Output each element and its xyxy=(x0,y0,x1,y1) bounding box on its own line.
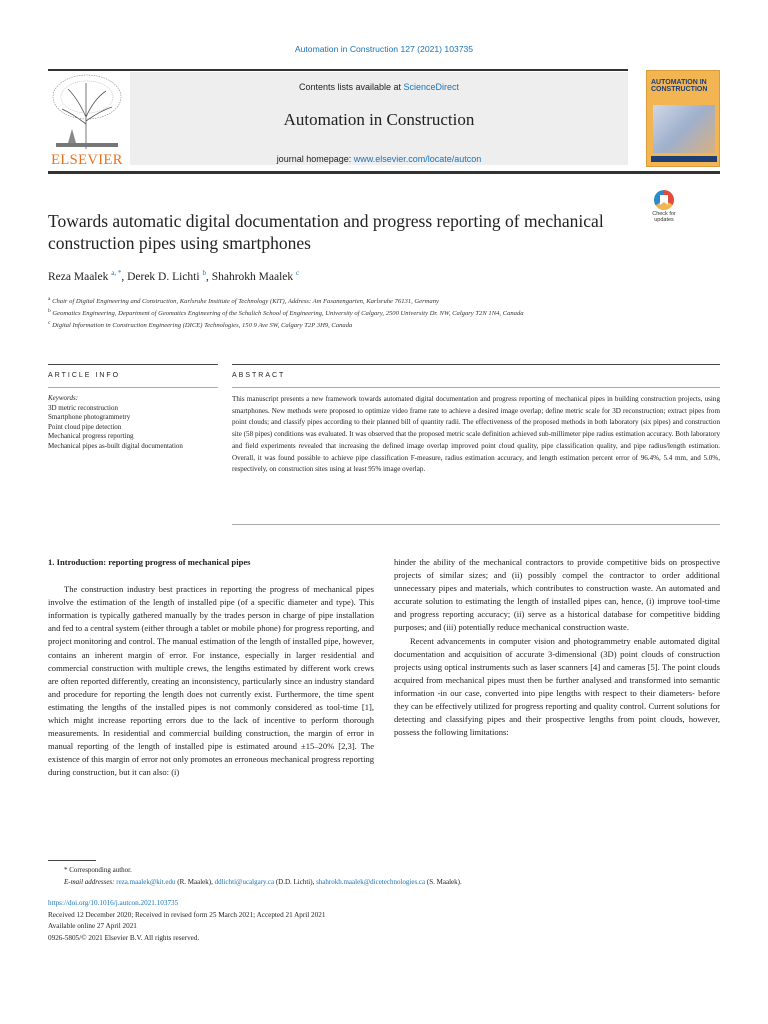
author-name[interactable]: Shahrokh Maalek xyxy=(211,270,294,283)
body-column-right xyxy=(394,556,720,739)
abstract-bottom-rule xyxy=(232,524,720,525)
author-affiliation-marker[interactable]: b xyxy=(202,269,206,277)
corresponding-author-note: * Corresponding author. xyxy=(64,866,132,874)
homepage-line xyxy=(130,154,628,164)
sciencedirect-link[interactable]: ScienceDirect xyxy=(403,82,460,92)
affiliation-item xyxy=(48,319,718,331)
affiliation-text: Geomatics Engineering, Department of Geomatics Engineering of the Schulich School of Engineering, University of Calgary, 2500 University Dr. NW, Calgary T2N 1N4, Canada xyxy=(52,309,524,317)
copyright-line: 0926-5805/© 2021 Elsevier B.V. All rights reserved. xyxy=(48,934,200,943)
author-list xyxy=(48,269,299,283)
email-link[interactable]: reza.maalek@kit.edu xyxy=(116,877,176,886)
affiliation-marker: b xyxy=(48,307,51,314)
masthead-band xyxy=(130,72,628,165)
author-name[interactable]: Derek D. Lichti xyxy=(127,270,200,283)
abstract-heading: ABSTRACT xyxy=(232,372,286,379)
email-link[interactable]: ddlichti@ucalgary.ca xyxy=(214,877,275,886)
email-owner: (S. Maalek). xyxy=(425,877,462,886)
author-affiliation-marker[interactable]: a, * xyxy=(111,269,122,277)
email-owner: (R. Maalek), xyxy=(175,877,215,886)
body-paragraph: hinder the ability of the mechanical contractors to provide competitive bids on prospective projects of similar sizes; and (ii) possibly compel the contractor to order additional unnecessary pipes and materials, which contributes to construction waste. An automated and accurate solution to estimating the length of installed pipes can, hence, (i) improve tool-time and progress reporting accuracy; (ii) serve as a historical database for competitive bidding purposes; and (iii) potentially reduce mechanical construction waste. xyxy=(394,557,720,633)
affiliation-marker: c xyxy=(48,319,51,326)
check-for-updates-button[interactable] xyxy=(646,190,682,230)
journal-citation[interactable]: Automation in Construction 127 (2021) 103735 xyxy=(294,44,474,54)
masthead-bottom-rule xyxy=(48,171,720,174)
crossmark-label: Check for updates xyxy=(652,211,676,223)
email-addresses xyxy=(48,877,720,889)
body-paragraph: Recent advancements in computer vision and photogrammetry enable automated digital documentation and acquisition of accurate 3-dimensional (3D) point clouds of construction projects using optical instruments such as laser scanners [4] and cameras [5]. The point clouds acquired from mechanical pipes must then be further analysed and transformed into semantic information -in our case, converted into pipe lengths with respect to their diameters- before they can be effectively utilized for progress reporting and quality control. Current solutions for detecting and classifying pipes and their prospective lengths from point clouds, however, possess the following limitations: xyxy=(394,635,720,738)
affiliation-marker: a xyxy=(48,296,51,302)
crossmark-icon xyxy=(654,190,674,210)
section-heading: 1. Introduction: reporting progress of mechanical pipes xyxy=(48,557,251,567)
received-dates: Received 12 December 2020; Received in revised form 25 March 2021; Accepted 21 April 2021 xyxy=(48,910,326,919)
body-column-left xyxy=(48,556,374,780)
footnote-rule xyxy=(48,860,96,861)
journal-masthead xyxy=(48,69,628,169)
journal-title: Automation in Construction xyxy=(283,110,475,129)
contents-prefix: Contents lists available at xyxy=(298,82,404,92)
masthead-top-rule xyxy=(48,69,628,71)
keywords-label: Keywords: xyxy=(48,394,79,402)
abstract-text: This manuscript presents a new framework towards automated digital documentation and progress reporting of mechanical pipes in building construction projects, using smartphones. New methods were proposed to optimize video frame rate to achieve a desired image overlap; define metric scale for 3D reconstruction; extract pipes from point clouds; and classify pipes according to their planned bill of quantity radii. The effectiveness of the proposed methods in both laboratory (six pipes) and construction site (58 pipes) conditions was evaluated. It was observed that the proposed metric scale definition achieved sub-millimeter pipe radius estimation accuracy. Both laboratory and field experiments revealed that increasing the defined image overlap improved point cloud quality, pipe classification quality, and pipe radius/length estimation. Overall, it was found possible to achieve pipe classification F-measure, radius estimation accuracy, and length estimation percent error of 96.4%, 5.4 mm, and 5.0%, respectively, on construction sites using at least 95% image overlap. xyxy=(232,395,720,474)
email-owner: (D.D. Lichti), xyxy=(274,877,317,886)
email-label: E-mail addresses: xyxy=(64,877,117,886)
body-paragraph: The construction industry best practices in reporting the progress of mechanical pipes involve the estimation of the length of installed pipe (of a specific diameter and type). This information is typically gathered manually by the trades person in charge of pipe installation and fed to a central system (either through a tablet or mobile phone) for progress reporting, and project monitoring and control. The manual estimation of the length of installed pipe, however, contains an inherent margin of error. For instance, especially in larger residential and commercial construction with multiple crews, the lengths estimated by different work crews are often reported differently, creating an inconsistency, particularly since an industry standard and procedure for reporting the length does not currently exist. Furthermore, the time spent estimating the lengths of the installed pipes is not commonly considered as tool-time [1], which might increase reporting errors due to the lack of incentive to perform thorough measurements. In residential and commercial building construction, the margin of error in manual reporting of the length of installed pipe is estimated around ±15–20% [2,3]. The existence of this margin of error not only promotes an erroneous mechanical progress reporting during construction, but it can also: (i) xyxy=(48,584,374,778)
cover-bar xyxy=(651,156,717,162)
article-info-heading: ARTICLE INFO xyxy=(48,372,121,379)
affiliation-text: Chair of Digital Engineering and Construction, Karlsruhe Institute of Technology (KIT), Address: Am Fasanengarten, Karlsruhe 76131, Germany xyxy=(52,298,439,306)
keyword-item: 3D metric reconstruction xyxy=(48,403,118,412)
elsevier-wordmark: ELSEVIER xyxy=(51,152,123,168)
elsevier-logo[interactable] xyxy=(48,69,126,169)
author-separator: , xyxy=(121,270,128,283)
homepage-prefix: journal homepage: xyxy=(276,154,354,164)
journal-cover-thumbnail[interactable] xyxy=(646,70,720,167)
article-title: Towards automatic digital documentation and progress reporting of mechanical construction pipes using smartphones xyxy=(48,211,604,253)
cover-image xyxy=(653,105,715,153)
abstract-top-rule xyxy=(232,364,720,365)
author-affiliation-marker[interactable]: c xyxy=(296,269,300,277)
keyword-list xyxy=(48,394,218,452)
available-online: Available online 27 April 2021 xyxy=(48,922,137,931)
affiliation-text: Digital Information in Construction Engineering (DICE) Technologies, 150 9 Ave SW, Calgary T2P 3H9, Canada xyxy=(52,321,353,329)
article-info-top-rule xyxy=(48,364,218,365)
cover-title: AUTOMATION IN CONSTRUCTION xyxy=(651,79,708,94)
tree-icon xyxy=(48,69,126,151)
email-link[interactable]: shahrokh.maalek@dicetechnologies.ca xyxy=(316,877,426,886)
author-separator: , xyxy=(205,270,212,283)
footnotes xyxy=(48,865,720,888)
keyword-item: Mechanical pipes as-built digital documentation xyxy=(48,441,183,450)
affiliation-item xyxy=(48,295,718,307)
article-info-rule xyxy=(48,387,218,388)
affiliation-list xyxy=(48,295,718,330)
keyword-item: Mechanical progress reporting xyxy=(48,432,134,441)
affiliation-item xyxy=(48,307,718,319)
abstract-rule xyxy=(232,387,720,388)
doi-link[interactable]: https://doi.org/10.1016/j.autcon.2021.103735 xyxy=(48,899,179,907)
keyword-item: Point cloud pipe detection xyxy=(48,422,122,431)
author-name[interactable]: Reza Maalek xyxy=(48,270,109,283)
journal-homepage-link[interactable]: www.elsevier.com/locate/autcon xyxy=(353,154,482,164)
article-metadata xyxy=(48,898,720,945)
contents-line xyxy=(130,82,628,92)
keyword-item: Smartphone photogrammetry xyxy=(48,413,131,422)
